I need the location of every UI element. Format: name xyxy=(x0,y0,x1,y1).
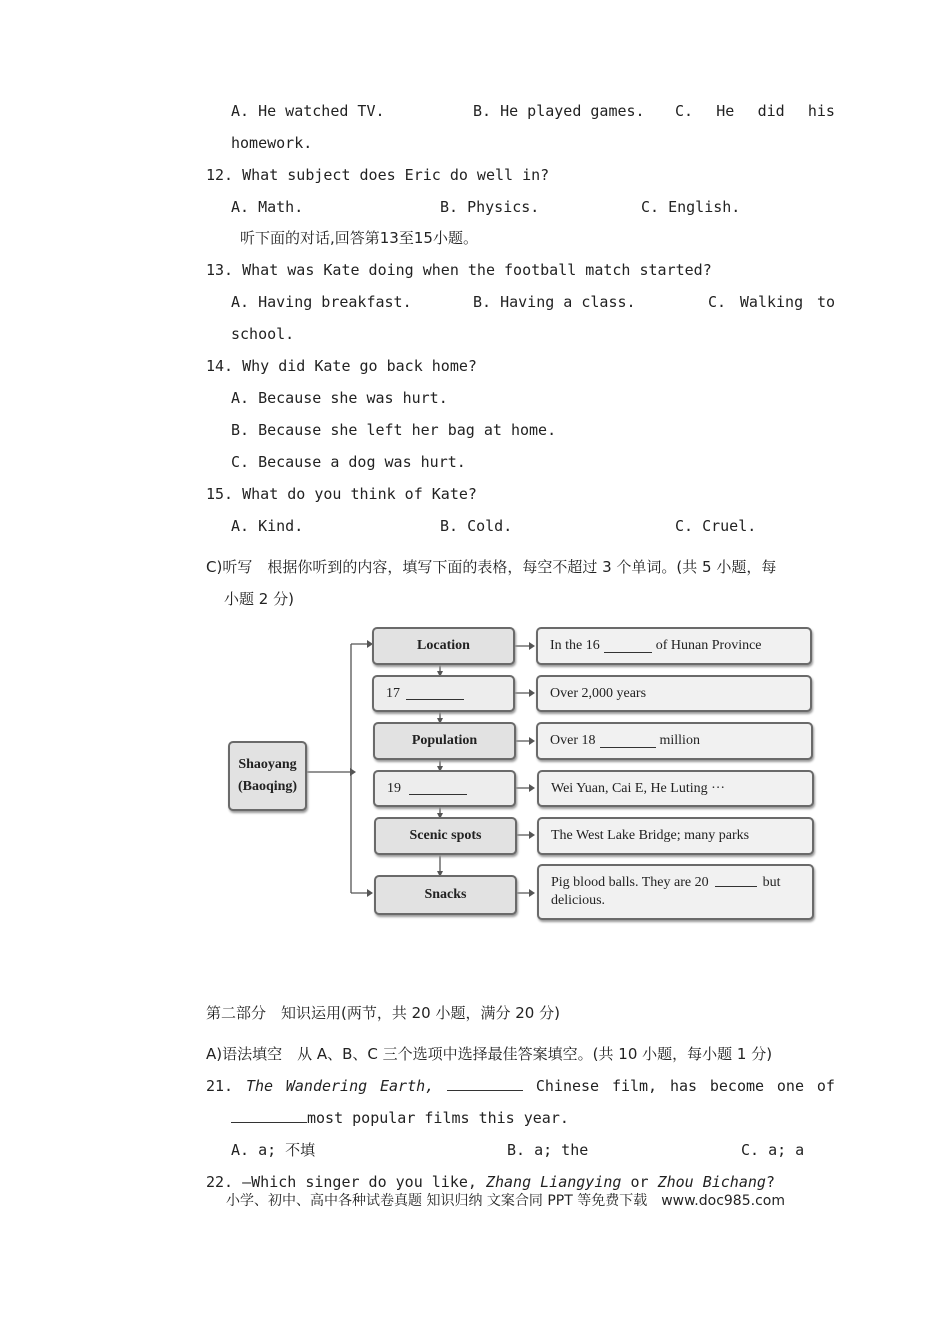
q21-stem-end: most popular films this year. xyxy=(307,1109,569,1127)
q13-c-word: Walking xyxy=(739,293,804,311)
section-a-title: A)语法填空 从 A、B、C 三个选项中选择最佳答案填空。(共 10 小题，每小题 1 分) xyxy=(206,1045,773,1063)
left-box-location: Location xyxy=(372,627,515,665)
q22-singer-1: Zhang Liangying xyxy=(485,1173,622,1191)
q21-word: one xyxy=(776,1077,804,1095)
q13-option-c xyxy=(708,292,835,312)
blank-17-number: 17 xyxy=(386,685,400,701)
blank-16-line xyxy=(604,640,652,653)
blank-19-line xyxy=(409,782,467,795)
snacks-text: Pig blood balls. They are 20 xyxy=(551,875,709,890)
right-box-famous-people: Wei Yuan, Cai E, He Luting ··· xyxy=(537,770,814,807)
q12-stem: 12. What subject does Eric do well in? xyxy=(206,166,550,184)
q22-stem xyxy=(206,1172,775,1192)
right-box-history: Over 2,000 years xyxy=(536,675,812,712)
blank-19-number: 19 xyxy=(387,780,401,796)
q11-option-c xyxy=(675,101,835,121)
left-box-scenic-spots: Scenic spots xyxy=(374,817,517,855)
snacks-text-end: but xyxy=(762,875,781,890)
blank-17-line xyxy=(406,687,464,700)
q21-number: 21. xyxy=(206,1077,234,1095)
q21-blank-1 xyxy=(447,1076,523,1091)
diagram-root-box xyxy=(228,741,307,811)
location-text-end: of Hunan Province xyxy=(655,638,762,653)
left-box-population: Population xyxy=(373,722,516,760)
q12-option-a: A. Math. xyxy=(231,198,304,216)
q13-option-c-continued: school. xyxy=(231,325,295,343)
q12-option-c: C. English. xyxy=(641,198,741,216)
q13-option-b: B. Having a class. xyxy=(473,293,636,311)
right-box-population xyxy=(536,722,813,760)
q14-option-c: C. Because a dog was hurt. xyxy=(231,453,466,471)
q21-blank-2 xyxy=(231,1108,307,1123)
q21-stem xyxy=(206,1076,835,1096)
q21-option-b: B. a; the xyxy=(507,1141,589,1159)
q14-option-b: B. Because she left her bag at home. xyxy=(231,421,557,439)
q21-title-word: The xyxy=(245,1077,274,1095)
q15-option-a: A. Kind. xyxy=(231,517,304,535)
q21-word: film, xyxy=(611,1077,658,1095)
q13-option-a: A. Having breakfast. xyxy=(231,293,412,311)
q22-text-or: or xyxy=(621,1173,658,1191)
q13-stem: 13. What was Kate doing when the football match started? xyxy=(206,261,712,279)
q14-stem: 14. Why did Kate go back home? xyxy=(206,357,477,375)
q21-word: has xyxy=(669,1077,698,1095)
left-box-19 xyxy=(373,770,516,807)
footer-text: 小学、初中、高中各种试卷真题 知识归纳 文案合同 PPT 等免费下载 www.doc985.com xyxy=(226,1193,785,1209)
snacks-text-line-2: delicious. xyxy=(551,893,606,908)
right-box-location xyxy=(536,627,812,665)
q21-word: of xyxy=(816,1077,835,1095)
q21-word: Chinese xyxy=(535,1077,600,1095)
right-box-snacks xyxy=(537,864,814,920)
q21-title-word: Wandering xyxy=(285,1077,368,1095)
q11-c-label: C. xyxy=(675,102,694,120)
q22-singer-2: Zhou Bichang xyxy=(657,1173,766,1191)
q14-option-a: A. Because she was hurt. xyxy=(231,389,448,407)
right-box-scenic-spots: The West Lake Bridge; many parks xyxy=(537,817,814,855)
q15-stem: 15. What do you think of Kate? xyxy=(206,485,477,503)
blank-20-line xyxy=(715,874,757,887)
q15-option-b: B. Cold. xyxy=(440,517,513,535)
left-box-17 xyxy=(372,675,515,712)
population-text: Over 18 xyxy=(550,733,596,748)
q21-title-word: Earth, xyxy=(380,1077,435,1095)
q11-option-a: A. He watched TV. xyxy=(231,102,385,120)
q11-c-word: He xyxy=(716,102,735,120)
q11-option-c-continued: homework. xyxy=(231,134,313,152)
root-label: Shaoyang xyxy=(238,757,297,772)
q13-c-label: C. xyxy=(708,293,727,311)
q21-option-a: A. a; 不填 xyxy=(231,1141,316,1159)
q21-option-c: C. a; a xyxy=(741,1141,805,1159)
q11-c-word: his xyxy=(807,102,835,120)
blank-18-line xyxy=(600,735,656,748)
q22-text-end: ? xyxy=(765,1173,775,1191)
q11-c-word: did xyxy=(757,102,785,120)
left-box-snacks: Snacks xyxy=(374,875,517,915)
root-label-alt: (Baoqing) xyxy=(237,779,298,794)
q21-stem-continued xyxy=(231,1108,569,1128)
q22-text: 22. —Which singer do you like, xyxy=(206,1173,486,1191)
instruction-13-15: 听下面的对话,回答第13至15小题。 xyxy=(240,229,478,247)
population-unit: million xyxy=(659,733,700,748)
section-c-instruction-cont: 小题 2 分) xyxy=(224,590,294,608)
q12-option-b: B. Physics. xyxy=(440,198,540,216)
q13-c-word: to xyxy=(816,293,835,311)
snacks-line-1 xyxy=(551,874,799,892)
q15-option-c: C. Cruel. xyxy=(675,517,757,535)
part2-title: 第二部分 知识运用(两节，共 20 小题，满分 20 分) xyxy=(206,1004,560,1022)
section-c-instruction: C)听写 根据你听到的内容，填写下面的表格，每空不超过 3 个单词。(共 5 小题，每 xyxy=(206,558,777,576)
q21-word: become xyxy=(709,1077,765,1095)
q11-option-b: B. He played games. xyxy=(473,102,645,120)
location-text: In the 16 xyxy=(550,638,600,653)
